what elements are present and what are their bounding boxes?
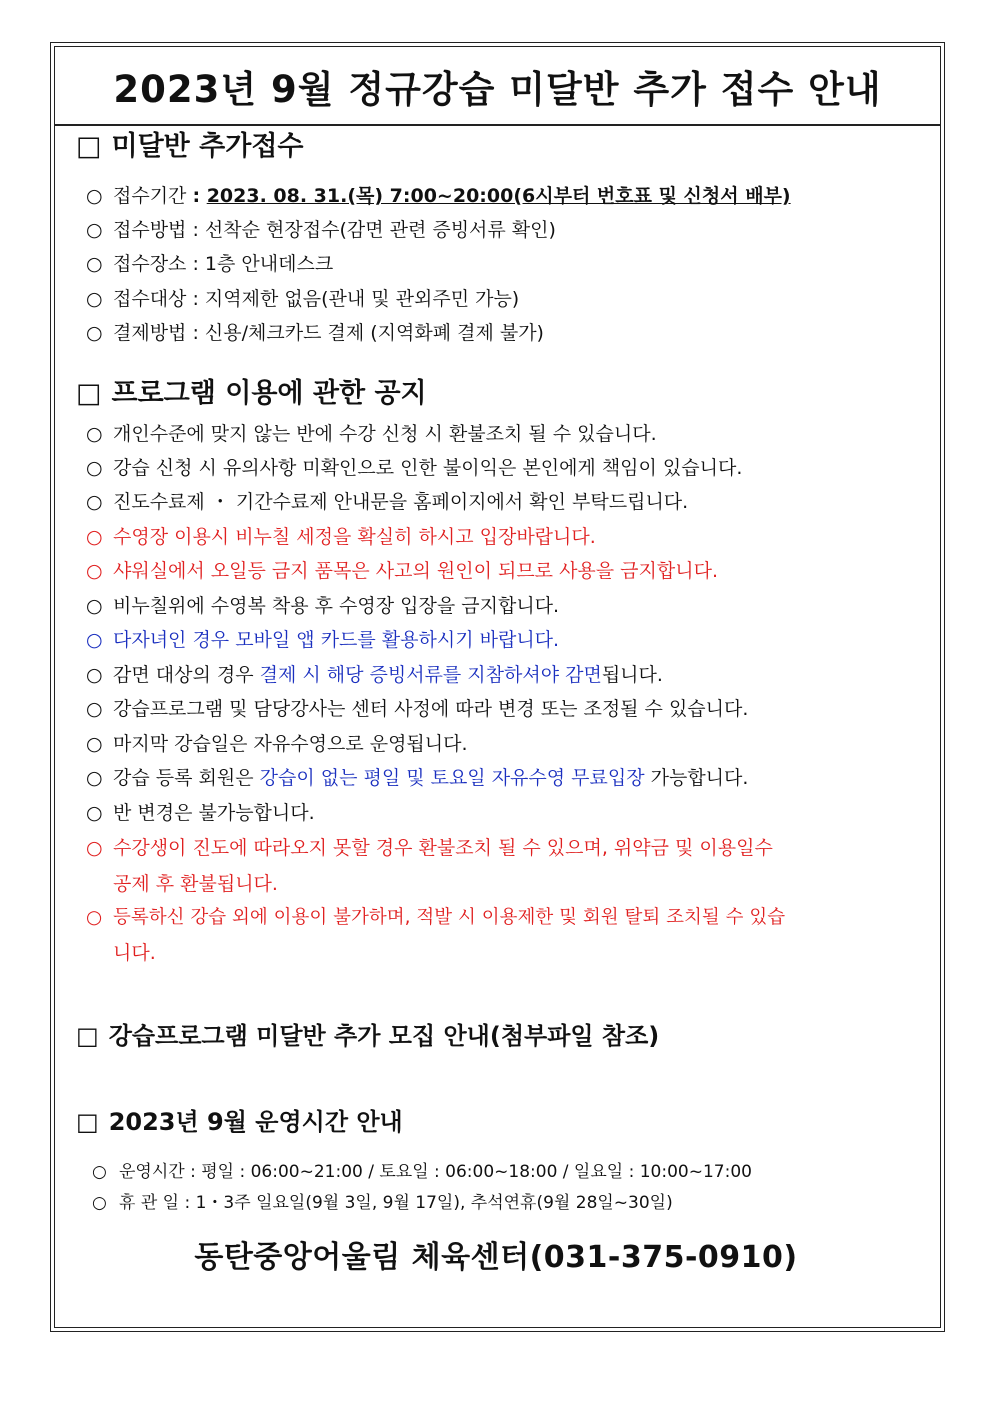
circle-bullet-icon: ○	[86, 767, 103, 789]
notice-item-red: ○ 수강생이 진도에 따라오지 못할 경우 환불조치 될 수 있으며, 위약금 및 이용일수	[86, 837, 773, 859]
checkbox-square-icon: □	[76, 378, 102, 409]
checkbox-square-icon: □	[76, 1022, 99, 1050]
notice-item: ○ 비누칠위에 수영복 착용 후 수영장 입장을 금지합니다.	[86, 595, 560, 617]
section-heading-recruitment: □ 강습프로그램 미달반 추가 모집 안내(첨부파일 참조)	[76, 1022, 660, 1050]
checkbox-square-icon: □	[76, 131, 102, 162]
circle-bullet-icon: ○	[86, 491, 103, 513]
notice-item-red: ○ 등록하신 강습 외에 이용이 불가하며, 적발 시 이용제한 및 회원 탈퇴 조치될 수 있습	[86, 907, 786, 928]
circle-bullet-icon: ○	[86, 698, 103, 720]
notice-item: ○ 감면 대상의 경우 결제 시 해당 증빙서류를 지참하셔야 감면됩니다.	[86, 664, 663, 686]
title-box	[54, 46, 941, 126]
circle-bullet-icon: ○	[86, 423, 103, 445]
closed-days: ○ 휴 관 일 : 1・3주 일요일(9월 3일, 9월 17일), 추석연휴(9월 28일~30일)	[92, 1193, 673, 1213]
circle-bullet-icon: ○	[92, 1162, 107, 1182]
notice-item-red: ○ 샤워실에서 오일등 금지 품목은 사고의 원인이 되므로 사용을 금지합니다.	[86, 560, 718, 582]
registration-place: ○ 접수장소 : 1층 안내데스크	[86, 253, 334, 275]
notice-item-red-continuation: 니다.	[113, 942, 156, 964]
circle-bullet-icon: ○	[86, 629, 103, 651]
notice-item: ○ 강습 신청 시 유의사항 미확인으로 인한 불이익은 본인에게 책임이 있습니다.	[86, 457, 743, 479]
notice-item: ○ 강습프로그램 및 담당강사는 센터 사정에 따라 변경 또는 조정될 수 있습니다.	[86, 698, 749, 720]
notice-item: ○ 반 변경은 불가능합니다.	[86, 802, 315, 824]
circle-bullet-icon: ○	[92, 1193, 107, 1213]
circle-bullet-icon: ○	[86, 560, 103, 582]
circle-bullet-icon: ○	[86, 219, 103, 241]
payment-method: ○ 결제방법 : 신용/체크카드 결제 (지역화폐 결제 불가)	[86, 322, 544, 344]
notice-item: ○ 개인수준에 맞지 않는 반에 수강 신청 시 환불조치 될 수 있습니다.	[86, 423, 657, 445]
circle-bullet-icon: ○	[86, 664, 103, 686]
checkbox-square-icon: □	[76, 1108, 99, 1136]
operating-hours: ○ 운영시간 : 평일 : 06:00~21:00 / 토요일 : 06:00~18:00 / 일요일 : 10:00~17:00	[92, 1162, 752, 1182]
circle-bullet-icon: ○	[86, 907, 103, 928]
section-heading-program-notice: □ 프로그램 이용에 관한 공지	[76, 378, 427, 409]
notice-item-red: ○ 수영장 이용시 비누칠 세정을 확실히 하시고 입장바랍니다.	[86, 526, 596, 548]
center-name-phone: 동탄중앙어울림 체육센터(031-375-0910)	[194, 1240, 798, 1275]
circle-bullet-icon: ○	[86, 837, 103, 859]
notice-item: ○ 마지막 강습일은 자유수영으로 운영됩니다.	[86, 733, 468, 755]
circle-bullet-icon: ○	[86, 322, 103, 344]
circle-bullet-icon: ○	[86, 802, 103, 824]
registration-method: ○ 접수방법 : 선착순 현장접수(감면 관련 증빙서류 확인)	[86, 219, 556, 241]
notice-item-red-continuation: 공제 후 환불됩니다.	[113, 873, 278, 895]
circle-bullet-icon: ○	[86, 595, 103, 617]
circle-bullet-icon: ○	[86, 288, 103, 310]
circle-bullet-icon: ○	[86, 526, 103, 548]
registration-period: ○ 접수기간 : 2023. 08. 31.(목) 7:00~20:00(6시부터 번호표 및 신청서 배부)	[86, 185, 791, 207]
circle-bullet-icon: ○	[86, 733, 103, 755]
circle-bullet-icon: ○	[86, 457, 103, 479]
notice-item: ○ 강습 등록 회원은 강습이 없는 평일 및 토요일 자유수영 무료입장 가능합니다.	[86, 767, 749, 789]
notice-item: ○ 진도수료제 ・ 기간수료제 안내문을 홈페이지에서 확인 부탁드립니다.	[86, 491, 689, 513]
notice-item-blue: ○ 다자녀인 경우 모바일 앱 카드를 활용하시기 바랍니다.	[86, 629, 560, 651]
circle-bullet-icon: ○	[86, 253, 103, 275]
registration-target: ○ 접수대상 : 지역제한 없음(관내 및 관외주민 가능)	[86, 288, 520, 310]
section-heading-additional-registration: □ 미달반 추가접수	[76, 131, 304, 162]
page-title: 2023년 9월 정규강습 미달반 추가 접수 안내	[113, 68, 882, 111]
section-heading-operating-hours: □ 2023년 9월 운영시간 안내	[76, 1108, 403, 1136]
circle-bullet-icon: ○	[86, 185, 103, 207]
